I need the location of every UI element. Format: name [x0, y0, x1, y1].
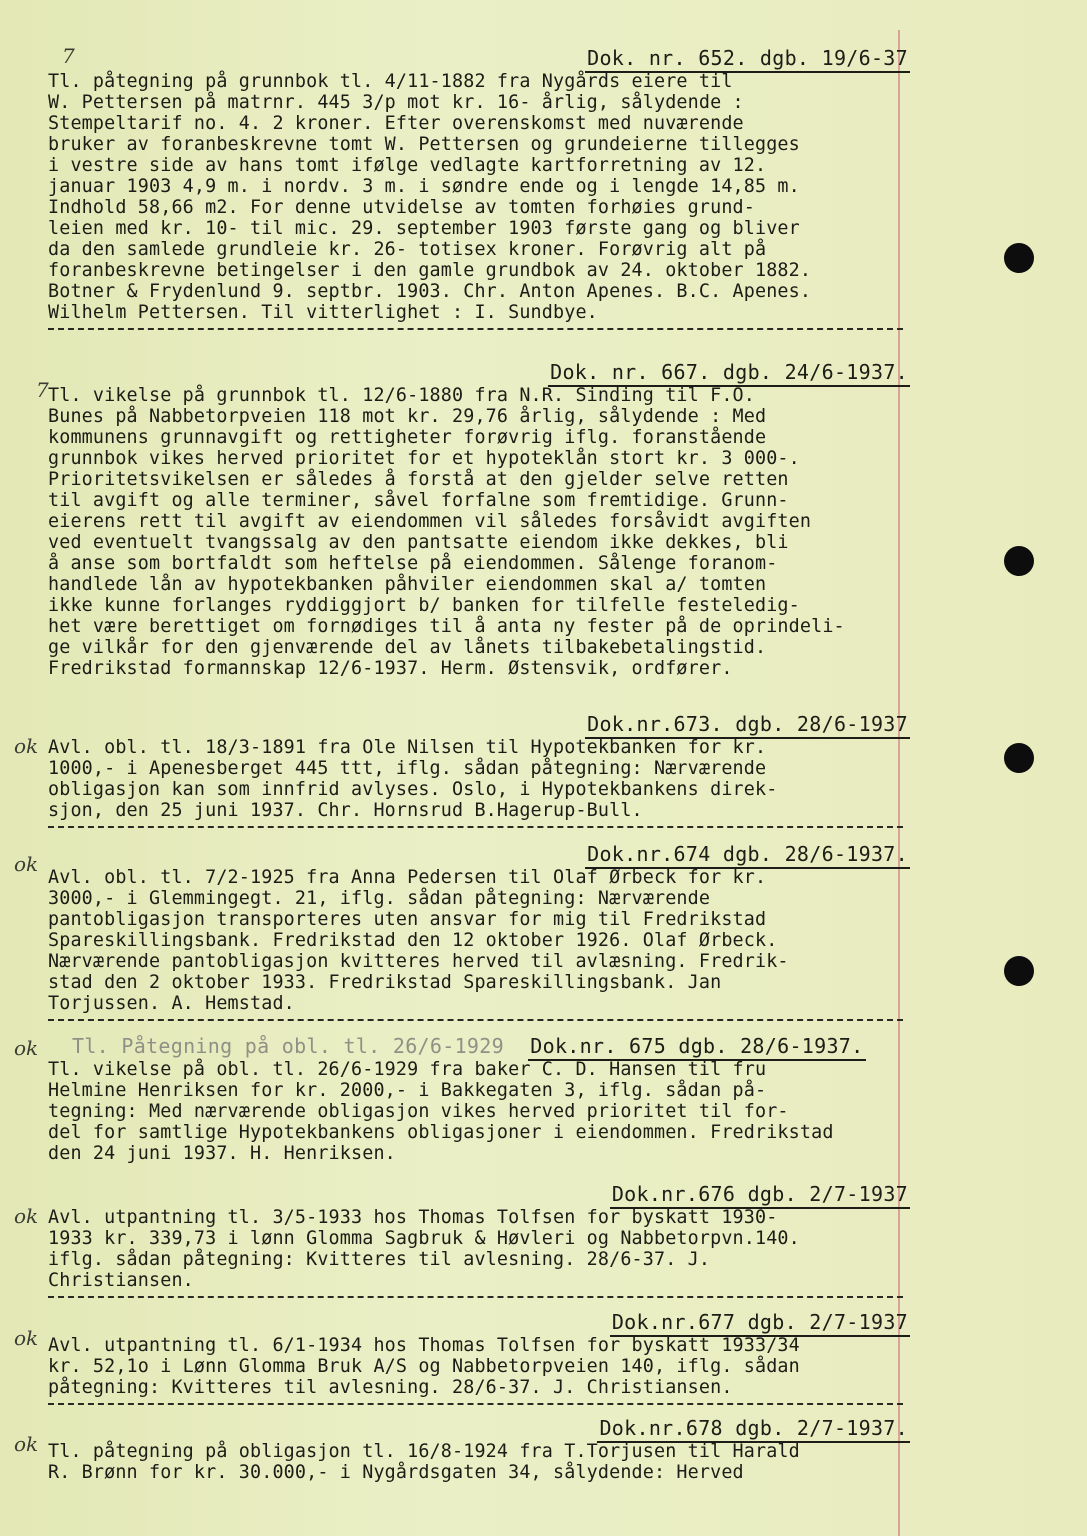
entry-line: W. Pettersen på matrnr. 445 3/p mot kr. 16- årlig, sålydende : [48, 92, 744, 113]
entry-line: den 24 juni 1937. H. Henriksen. [48, 1143, 396, 1164]
entry-line: Avl. utpantning tl. 3/5-1933 hos Thomas Tolfsen for byskatt 1930- [48, 1207, 778, 1228]
punch-hole [1004, 956, 1034, 986]
dashed-separator [48, 1019, 903, 1021]
entry-line: påtegning: Kvitteres til avlesning. 28/6-37. J. Christiansen. [48, 1377, 733, 1398]
entry-line: Avl. utpantning tl. 6/1-1934 hos Thomas Tolfsen for byskatt 1933/34 [48, 1335, 800, 1356]
entry-line: bruker av foranbeskrevne tomt W. Pettersen og grundeierne tillegges [48, 134, 800, 155]
entry-line: Tl. vikelse på obl. tl. 26/6-1929 fra baker C. D. Hansen til fru [48, 1059, 767, 1080]
entry-line: stad den 2 oktober 1933. Fredrikstad Spareskillingsbank. Jan [48, 972, 722, 993]
margin-mark: 7 [62, 44, 75, 68]
entry-line: Fredrikstad formannskap 12/6-1937. Herm. Østensvik, ordfører. [48, 658, 733, 679]
entry-line: tegning: Med nærværende obligasjon vikes herved prioritet til for- [48, 1101, 789, 1122]
entry-line: Stempeltarif no. 4. 2 kroner. Efter overenskomst med nuværende [48, 113, 744, 134]
entry-line: leien med kr. 10- til mic. 29. september 1903 første gang og bliver [48, 218, 800, 239]
entry-header: Dok.nr.676 dgb. 2/7-1937 [610, 1182, 910, 1209]
margin-mark: ok [14, 1204, 39, 1228]
entry-line: januar 1903 4,9 m. i nordv. 3 m. i søndre ende og i lengde 14,85 m. [48, 176, 800, 197]
entry-line: Botner & Frydenlund 9. septbr. 1903. Chr. Anton Apenes. B.C. Apenes. [48, 281, 812, 302]
document-entry [48, 842, 938, 1021]
entry-line: Helmine Henriksen for kr. 2000,- i Bakkegaten 3, iflg. sådan på- [48, 1080, 767, 1101]
entry-line: Bunes på Nabbetorpveien 118 mot kr. 29,76 årlig, sålydende : Med [48, 406, 767, 427]
entry-line: del for samtlige Hypotekbankens obligasjoner i eiendommen. Fredrikstad [48, 1122, 834, 1143]
entry-header: Dok. nr. 652. dgb. 19/6-37 [585, 46, 910, 73]
entry-line: grunnbok vikes herved prioritet for et hypoteklån stort kr. 3 000-. [48, 448, 800, 469]
entry-line: ved eventuelt tvangssalg av den pantsatte eiendom ikke dekkes, bli [48, 532, 789, 553]
entry-line: foranbeskrevne betingelser i den gamle grundbok av 24. oktober 1882. [48, 260, 812, 281]
entry-line: pantobligasjon transporteres uten ansvar for mig til Fredrikstad [48, 909, 767, 930]
entry-line: 1933 kr. 339,73 i lønn Glomma Sagbruk & Høvleri og Nabbetorpvn.140. [48, 1228, 800, 1249]
dashed-separator [48, 826, 903, 828]
entry-header: Dok.nr.677 dgb. 2/7-1937 [610, 1310, 910, 1337]
entry-line: eierens rett til avgift av eiendommen vil således forsåvidt avgiften [48, 511, 812, 532]
entry-line: Prioritetsvikelsen er således å forstå at den gjelder selve retten [48, 469, 789, 490]
punch-hole [1004, 743, 1034, 773]
entry-line: 1000,- i Apenesberget 445 ttt, iflg. sådan påtegning: Nærværende [48, 758, 767, 779]
entry-header: Dok.nr.678 dgb. 2/7-1937. [597, 1416, 910, 1443]
margin-mark: ok [14, 852, 39, 876]
punch-hole [1004, 546, 1034, 576]
entry-line: kr. 52,1o i Lønn Glomma Bruk A/S og Nabbetorpveien 140, iflg. sådan [48, 1356, 800, 1377]
entry-line: Christiansen. [48, 1270, 194, 1291]
margin-mark: ok [14, 734, 39, 758]
margin-mark: ok [14, 1036, 39, 1060]
entry-header: Dok. nr. 667. dgb. 24/6-1937. [548, 360, 910, 387]
document-entry [48, 1182, 938, 1298]
punch-hole [1004, 243, 1034, 273]
entry-line: Torjussen. A. Hemstad. [48, 993, 295, 1014]
entry-line: obligasjon kan som innfrid avlyses. Oslo, i Hypotekbankens direk- [48, 779, 778, 800]
document-entry [48, 1034, 938, 1164]
entry-line: Spareskillingsbank. Fredrikstad den 12 oktober 1926. Olaf Ørbeck. [48, 930, 778, 951]
margin-mark: 7 [36, 378, 49, 402]
entry-line: sjon, den 25 juni 1937. Chr. Hornsrud B.Hagerup-Bull. [48, 800, 643, 821]
dashed-separator [48, 328, 903, 330]
entry-line: kommunens grunnavgift og rettigheter forøvrig iflg. foranstående [48, 427, 767, 448]
dashed-separator [48, 1403, 903, 1405]
entry-line: 3000,- i Glemmingegt. 21, iflg. sådan påtegning: Nærværende [48, 888, 711, 909]
entry-line: handlede lån av hypotekbanken påhviler eiendommen skal a/ tomten [48, 574, 767, 595]
document-entry [48, 360, 938, 679]
entry-line: R. Brønn for kr. 30.000,- i Nygårdsgaten 34, sålydende: Herved [48, 1462, 744, 1483]
faded-struck-heading: Tl. Påtegning på obl. tl. 26/6-1929 [72, 1034, 504, 1058]
entry-header: Dok.nr.674 dgb. 28/6-1937. [585, 842, 910, 869]
entry-line: Avl. obl. tl. 7/2-1925 fra Anna Pedersen til Olaf Ørbeck for kr. [48, 867, 767, 888]
entry-header: Dok.nr.673. dgb. 28/6-1937 [585, 712, 910, 739]
entry-line: Wilhelm Pettersen. Til vitterlighet : I. Sundbye. [48, 302, 598, 323]
entry-line: iflg. sådan påtegning: Kvitteres til avlesning. 28/6-37. J. [48, 1249, 711, 1270]
document-entry [48, 1310, 938, 1405]
entry-header: Dok.nr. 675 dgb. 28/6-1937. [528, 1034, 865, 1061]
document-entry [48, 46, 938, 330]
entry-line: å anse som bortfaldt som heftelse på eiendommen. Sålenge foranom- [48, 553, 778, 574]
entry-line: Indhold 58,66 m2. For denne utvidelse av tomten forhøies grund- [48, 197, 755, 218]
entry-line: Avl. obl. tl. 18/3-1891 fra Ole Nilsen til Hypotekbanken for kr. [48, 737, 767, 758]
dashed-separator [48, 1296, 903, 1298]
entry-line: Tl. vikelse på grunnbok tl. 12/6-1880 fra N.R. Sinding til F.O. [48, 385, 755, 406]
entry-line: da den samlede grundleie kr. 26- totisex kroner. Forøvrig alt på [48, 239, 767, 260]
document-entry [48, 712, 938, 828]
entry-line: het være berettiget om fornødiges til å anta ny fester på de oprindeli- [48, 616, 845, 637]
entry-line: Tl. påtegning på obligasjon tl. 16/8-1924 fra T.Torjusen til Harald [48, 1441, 800, 1462]
entry-line: i vestre side av hans tomt ifølge vedlagte kartforretning av 12. [48, 155, 767, 176]
entry-line: Nærværende pantobligasjon kvitteres herved til avlæsning. Fredrik- [48, 951, 789, 972]
margin-mark: ok [14, 1326, 39, 1350]
entry-line: ikke kunne forlanges ryddiggjort b/ banken for tilfelle festeledig- [48, 595, 800, 616]
margin-mark: ok [14, 1432, 39, 1456]
document-entry [48, 1416, 938, 1483]
entry-line: ge vilkår for den gjenværende del av lånets tilbakebetalingstid. [48, 637, 767, 658]
entry-line: Tl. påtegning på grunnbok tl. 4/11-1882 fra Nygårds eiere til [48, 71, 733, 92]
entry-line: til avgift og alle terminer, såvel forfalne som fremtidige. Grunn- [48, 490, 789, 511]
